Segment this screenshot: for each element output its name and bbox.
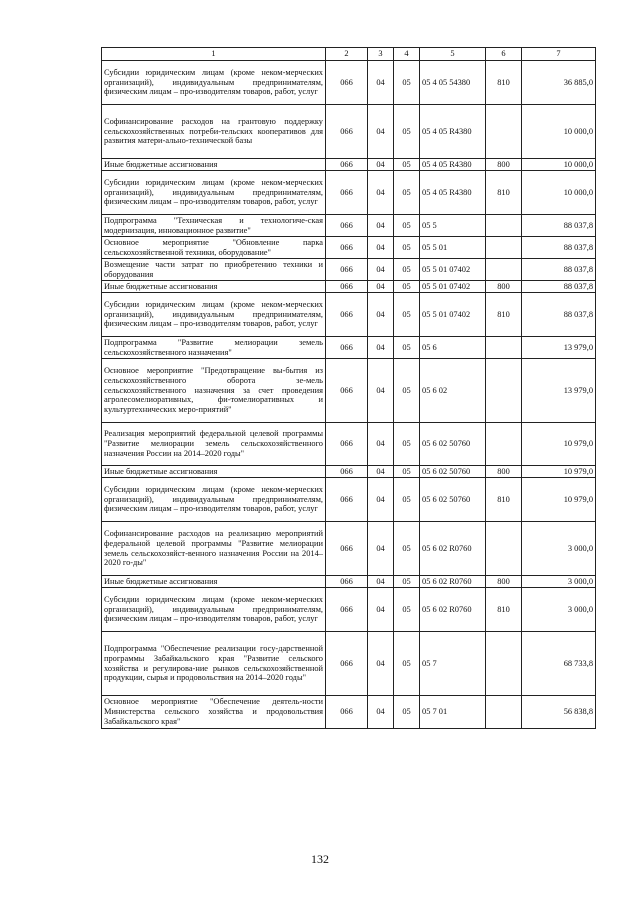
row-section-code: 04: [368, 696, 394, 729]
row-admin-code: 066: [326, 478, 368, 522]
row-section-code: 04: [368, 359, 394, 423]
row-name: Основное мероприятие "Обеспечение деятель-ности Министерства сельского хозяйства и продовольствия Забайкальского края": [102, 696, 326, 729]
row-target-article: 05 6 02: [420, 359, 486, 423]
row-subsection-code: 05: [394, 478, 420, 522]
table-row: [102, 171, 596, 215]
row-amount: 88 037,8: [522, 281, 596, 293]
row-name: Иные бюджетные ассигнования: [102, 281, 326, 293]
row-section-code: 04: [368, 576, 394, 588]
row-admin-code: 066: [326, 522, 368, 576]
row-target-article: 05 4 05 R4380: [420, 159, 486, 171]
row-section-code: 04: [368, 159, 394, 171]
row-name: Субсидии юридическим лицам (кроме неком-мерческих организаций), индивидуальным предпринимателям, физическим лицам – про-изводителям товаров, работ, услуг: [102, 293, 326, 337]
row-section-code: 04: [368, 105, 394, 159]
row-admin-code: 066: [326, 281, 368, 293]
column-header: 3: [368, 48, 394, 61]
row-admin-code: 066: [326, 696, 368, 729]
row-subsection-code: 05: [394, 281, 420, 293]
row-amount: 13 979,0: [522, 359, 596, 423]
row-subsection-code: 05: [394, 105, 420, 159]
row-amount: 13 979,0: [522, 337, 596, 359]
table-row: [102, 159, 596, 171]
table-row: [102, 359, 596, 423]
row-subsection-code: 05: [394, 159, 420, 171]
row-admin-code: 066: [326, 159, 368, 171]
table-body: [102, 61, 596, 729]
row-subsection-code: 05: [394, 237, 420, 259]
row-expense-type: 810: [486, 171, 522, 215]
row-name: Реализация мероприятий федеральной целевой программы "Развитие мелиорации земель сельскохозяйственного назначения России на 2014–2020 годы": [102, 423, 326, 466]
row-name: Иные бюджетные ассигнования: [102, 576, 326, 588]
row-expense-type: [486, 423, 522, 466]
row-section-code: 04: [368, 337, 394, 359]
row-name: Субсидии юридическим лицам (кроме неком-мерческих организаций), индивидуальным предпринимателям, физическим лицам – про-изводителям товаров, работ, услуг: [102, 61, 326, 105]
row-subsection-code: 05: [394, 171, 420, 215]
row-name: Возмещение части затрат по приобретению техники и оборудования: [102, 259, 326, 281]
row-name: Субсидии юридическим лицам (кроме неком-мерческих организаций), индивидуальным предпринимателям, физическим лицам – про-изводителям товаров, работ, услуг: [102, 478, 326, 522]
row-name: Подпрограмма "Развитие мелиорации земель сельскохозяйственного назначения": [102, 337, 326, 359]
page-number: 132: [311, 852, 329, 866]
row-name: Основное мероприятие "Обновление парка сельскохозяйственной техники, оборудование": [102, 237, 326, 259]
row-target-article: 05 5 01 07402: [420, 259, 486, 281]
row-target-article: 05 6 02 R0760: [420, 522, 486, 576]
row-expense-type: 800: [486, 281, 522, 293]
row-name: Субсидии юридическим лицам (кроме неком-мерческих организаций), индивидуальным предпринимателям, физическим лицам – про-изводителям товаров, работ, услуг: [102, 171, 326, 215]
row-amount: 36 885,0: [522, 61, 596, 105]
row-admin-code: 066: [326, 105, 368, 159]
row-section-code: 04: [368, 423, 394, 466]
column-header: 1: [102, 48, 326, 61]
table-row: [102, 237, 596, 259]
table-row: [102, 478, 596, 522]
row-amount: 3 000,0: [522, 522, 596, 576]
row-amount: 10 979,0: [522, 423, 596, 466]
row-subsection-code: 05: [394, 696, 420, 729]
row-name: Основное мероприятие "Предотвращение вы-бытия из сельскохозяйственного оборота зе-мель сельскохозяйственного назначения за счет проведения агролесомелиоративных, фи-томелиоративных и культуртехнических меро-приятий": [102, 359, 326, 423]
row-admin-code: 066: [326, 259, 368, 281]
row-admin-code: 066: [326, 237, 368, 259]
table-row: [102, 293, 596, 337]
row-amount: 56 838,8: [522, 696, 596, 729]
row-expense-type: 810: [486, 293, 522, 337]
row-subsection-code: 05: [394, 576, 420, 588]
row-expense-type: 810: [486, 61, 522, 105]
row-expense-type: 810: [486, 588, 522, 632]
row-admin-code: 066: [326, 576, 368, 588]
row-expense-type: [486, 105, 522, 159]
row-expense-type: [486, 359, 522, 423]
row-section-code: 04: [368, 171, 394, 215]
row-admin-code: 066: [326, 632, 368, 696]
row-section-code: 04: [368, 478, 394, 522]
row-section-code: 04: [368, 293, 394, 337]
row-section-code: 04: [368, 588, 394, 632]
row-section-code: 04: [368, 259, 394, 281]
row-amount: 10 000,0: [522, 105, 596, 159]
table-row: [102, 259, 596, 281]
row-section-code: 04: [368, 237, 394, 259]
row-admin-code: 066: [326, 337, 368, 359]
row-expense-type: [486, 215, 522, 237]
row-section-code: 04: [368, 215, 394, 237]
row-amount: 88 037,8: [522, 237, 596, 259]
row-target-article: 05 4 05 R4380: [420, 171, 486, 215]
table-row: [102, 576, 596, 588]
row-target-article: 05 5: [420, 215, 486, 237]
column-header: 6: [486, 48, 522, 61]
table-row: [102, 215, 596, 237]
row-target-article: 05 6 02 50760: [420, 466, 486, 478]
row-name: Субсидии юридическим лицам (кроме неком-мерческих организаций), индивидуальным предпринимателям, физическим лицам – про-изводителям товаров, работ, услуг: [102, 588, 326, 632]
row-admin-code: 066: [326, 359, 368, 423]
row-section-code: 04: [368, 281, 394, 293]
table-row: [102, 588, 596, 632]
table-row: [102, 337, 596, 359]
table-row: [102, 632, 596, 696]
row-target-article: 05 5 01 07402: [420, 293, 486, 337]
row-expense-type: 800: [486, 576, 522, 588]
row-subsection-code: 05: [394, 632, 420, 696]
row-amount: 68 733,8: [522, 632, 596, 696]
row-subsection-code: 05: [394, 588, 420, 632]
row-subsection-code: 05: [394, 215, 420, 237]
row-subsection-code: 05: [394, 466, 420, 478]
budget-table: [101, 47, 596, 729]
row-amount: 3 000,0: [522, 588, 596, 632]
row-target-article: 05 6 02 50760: [420, 423, 486, 466]
row-target-article: 05 6 02 50760: [420, 478, 486, 522]
row-subsection-code: 05: [394, 259, 420, 281]
row-expense-type: 800: [486, 159, 522, 171]
row-amount: 10 000,0: [522, 171, 596, 215]
table-row: [102, 696, 596, 729]
row-target-article: 05 6 02 R0760: [420, 576, 486, 588]
row-target-article: 05 5 01 07402: [420, 281, 486, 293]
row-admin-code: 066: [326, 293, 368, 337]
row-amount: 88 037,8: [522, 259, 596, 281]
row-name: Иные бюджетные ассигнования: [102, 159, 326, 171]
row-name: Подпрограмма "Обеспечение реализации госу-дарственной программы Забайкальского края "Развитие сельского хозяйства и регулирова-ние рынков сельскохозяйственной продукции, сырья и продовольствия на 2014–2020 годы": [102, 632, 326, 696]
row-expense-type: [486, 237, 522, 259]
row-expense-type: [486, 337, 522, 359]
row-subsection-code: 05: [394, 359, 420, 423]
column-header: 4: [394, 48, 420, 61]
row-target-article: 05 4 05 R4380: [420, 105, 486, 159]
row-amount: 3 000,0: [522, 576, 596, 588]
row-name: Софинансирование расходов на грантовую поддержку сельскохозяйственных потреби-тельских кооперативов для развития матери-ально-технической базы: [102, 105, 326, 159]
row-target-article: 05 7 01: [420, 696, 486, 729]
table-row: [102, 281, 596, 293]
row-target-article: 05 6 02 R0760: [420, 588, 486, 632]
row-expense-type: 800: [486, 466, 522, 478]
row-subsection-code: 05: [394, 337, 420, 359]
row-name: Иные бюджетные ассигнования: [102, 466, 326, 478]
row-admin-code: 066: [326, 61, 368, 105]
row-section-code: 04: [368, 466, 394, 478]
column-header: 5: [420, 48, 486, 61]
table-row: [102, 466, 596, 478]
row-subsection-code: 05: [394, 61, 420, 105]
row-admin-code: 066: [326, 215, 368, 237]
row-admin-code: 066: [326, 466, 368, 478]
row-name: Подпрограмма "Техническая и технологиче-ская модернизация, инновационное развитие": [102, 215, 326, 237]
table-header-row: [102, 48, 596, 61]
table-row: [102, 522, 596, 576]
table-row: [102, 61, 596, 105]
row-amount: 10 000,0: [522, 159, 596, 171]
row-admin-code: 066: [326, 588, 368, 632]
row-name: Софинансирование расходов на реализацию мероприятий федеральной целевой программы "Развитие мелиорации земель сельскохозяйст-венного назначения России на 2014–2020 го-ды": [102, 522, 326, 576]
row-target-article: 05 6: [420, 337, 486, 359]
row-amount: 10 979,0: [522, 478, 596, 522]
row-subsection-code: 05: [394, 522, 420, 576]
row-section-code: 04: [368, 61, 394, 105]
row-admin-code: 066: [326, 171, 368, 215]
table-row: [102, 423, 596, 466]
row-amount: 10 979,0: [522, 466, 596, 478]
row-section-code: 04: [368, 632, 394, 696]
row-expense-type: [486, 522, 522, 576]
row-target-article: 05 5 01: [420, 237, 486, 259]
row-amount: 88 037,8: [522, 215, 596, 237]
row-subsection-code: 05: [394, 293, 420, 337]
row-subsection-code: 05: [394, 423, 420, 466]
row-amount: 88 037,8: [522, 293, 596, 337]
row-target-article: 05 4 05 54380: [420, 61, 486, 105]
table-row: [102, 105, 596, 159]
row-expense-type: [486, 696, 522, 729]
row-expense-type: 810: [486, 478, 522, 522]
column-header: 7: [522, 48, 596, 61]
column-header: 2: [326, 48, 368, 61]
row-section-code: 04: [368, 522, 394, 576]
row-expense-type: [486, 259, 522, 281]
row-expense-type: [486, 632, 522, 696]
row-target-article: 05 7: [420, 632, 486, 696]
row-admin-code: 066: [326, 423, 368, 466]
